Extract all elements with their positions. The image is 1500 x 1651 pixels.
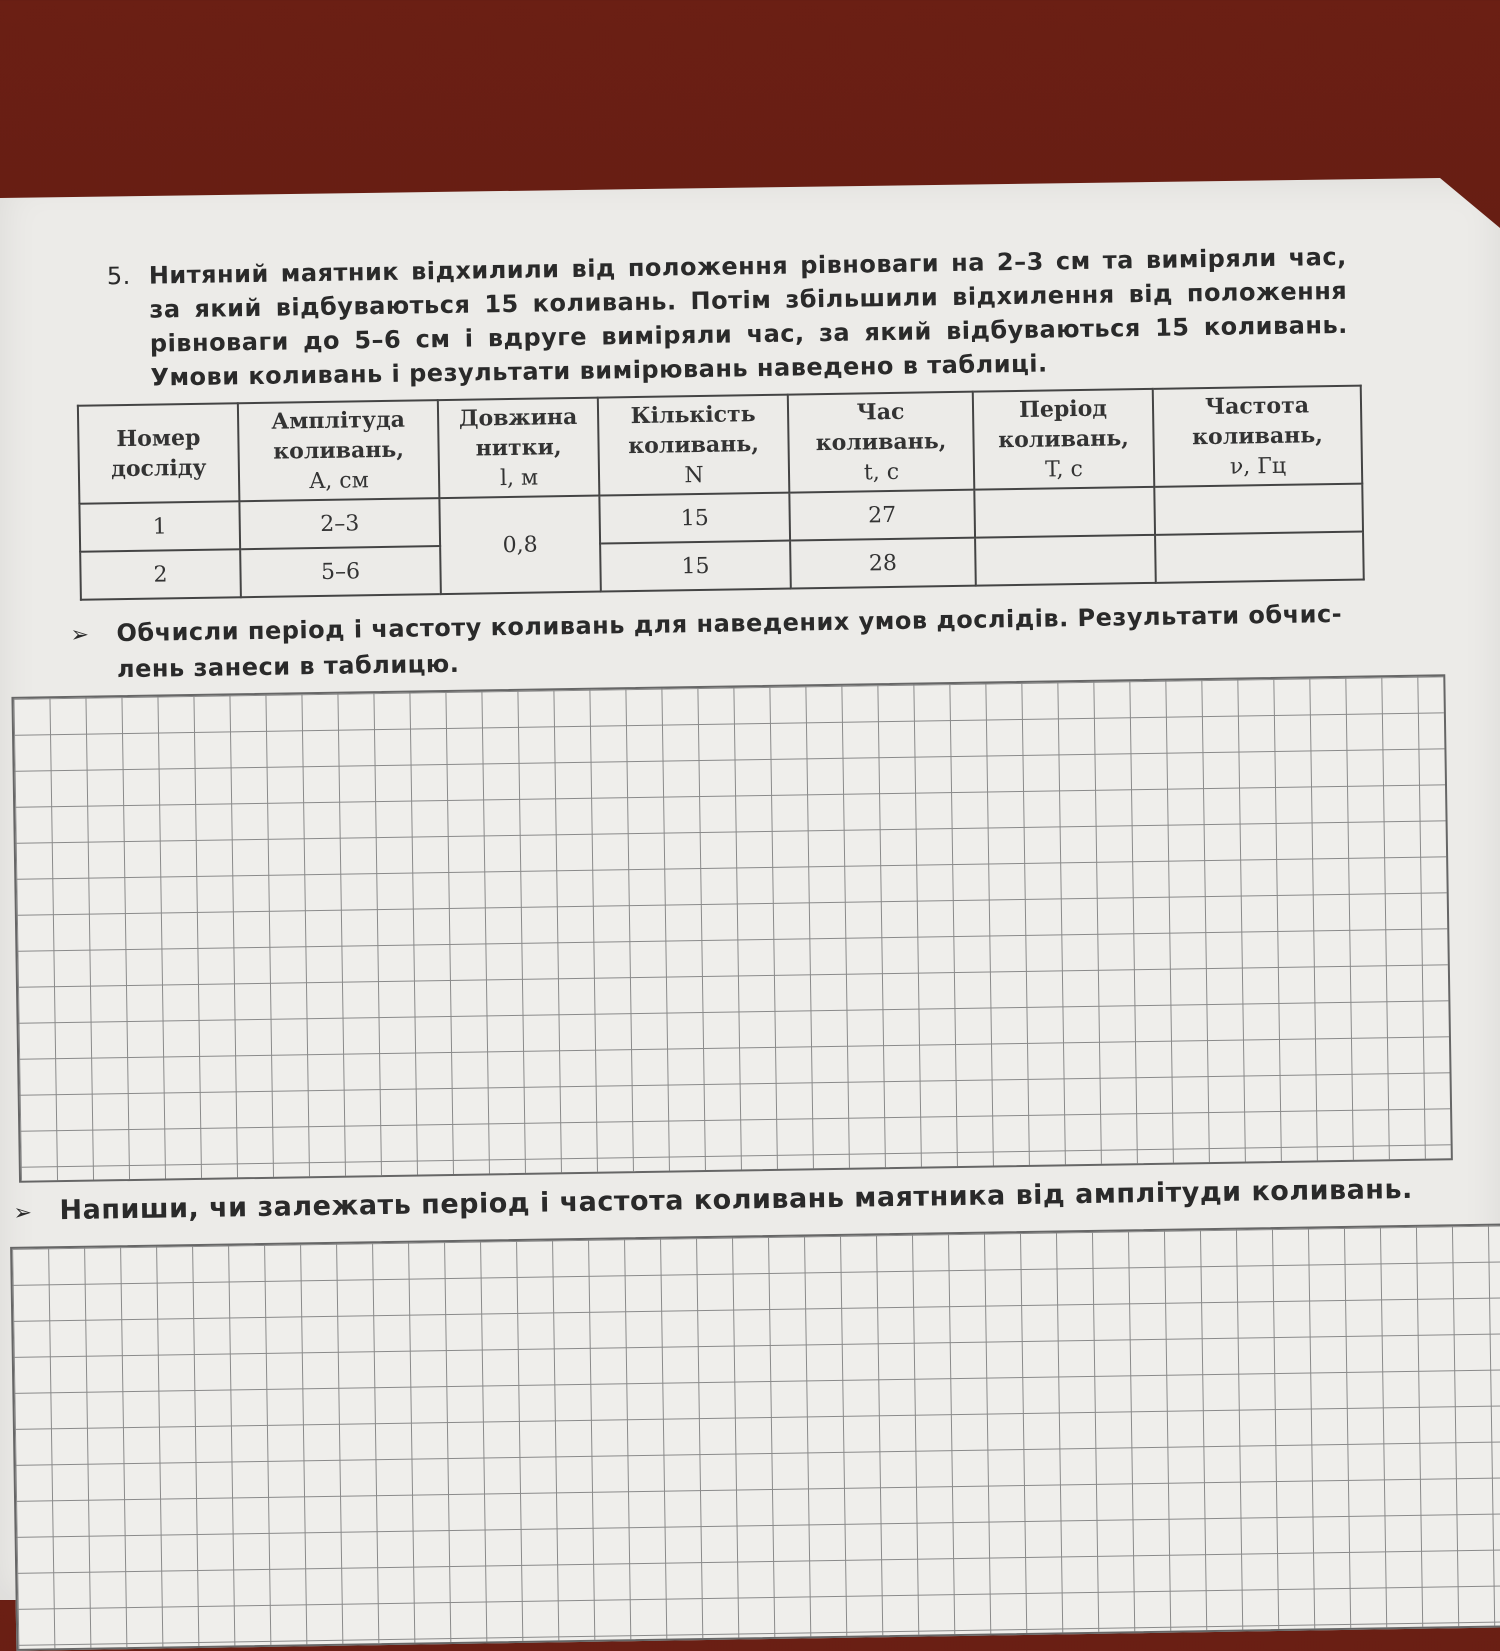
instruction-calculate-line1: Обчисли період і частоту коливань для наведених умов дослідів. Результати обчис- [116,599,1343,648]
task-5 [107,240,1349,395]
task-number: 5. [106,261,131,291]
unit-frequency: ν, Гц [1229,453,1287,480]
cell-frequency[interactable] [1155,532,1364,583]
cell-period[interactable] [975,535,1156,586]
unit-count: N [684,462,704,488]
header-amplitude: Амплітуда коливань, A, см [238,400,440,501]
unit-period: T, с [1044,456,1084,483]
cell-num: 1 [79,501,240,552]
header-experiment-number: Номер досліду [78,403,240,504]
cell-count: 15 [599,493,790,544]
arrow-bullet-icon: ➢ [70,622,90,648]
cell-amplitude: 2–3 [239,498,440,549]
cell-count: 15 [600,541,791,592]
unit-amplitude: A, см [309,467,369,494]
unit-length: l, м [499,465,539,491]
answer-grid-calculations[interactable] [11,674,1452,1182]
cell-time: 28 [790,538,976,589]
header-thread-length: Довжина нитки, l, м [438,398,600,499]
answer-grid-written[interactable] [10,1223,1500,1650]
cell-length: 0,8 [439,496,600,595]
cell-num: 2 [80,549,241,600]
cell-period[interactable] [974,487,1155,538]
unit-time: t, с [863,459,900,485]
arrow-bullet-icon: ➢ [13,1200,33,1226]
instruction-dependence [13,1171,1483,1232]
instruction-calculate-line2: лень занеси в таблицю. [116,649,460,684]
header-frequency: Частота коливань, ν, Гц [1153,386,1363,487]
cell-time: 27 [789,490,975,541]
header-oscillation-count: Кількість коливань, N [598,395,790,496]
header-period: Період коливань, T, с [973,389,1155,490]
cell-frequency[interactable] [1154,484,1363,535]
cell-amplitude: 5–6 [240,546,441,597]
instruction-calculate [70,597,1361,687]
experiment-table [77,385,1365,601]
header-time: Час коливань, t, с [788,392,975,493]
task-text: Нитяний маятник відхилили від положення рівноваги на 2–3 см та виміряли час, за який відбуваються 15 коливань. Потім збільшили відхилення від положення рівноваги до 5–6 см і вдруге виміряли час, за який відбуваються 15 коливань. Умови коливань і результати вимірювань наведено в таблиці. [148,242,1348,392]
instruction-dependence-text: Напиши, чи залежать період і частота коливань маятника від амплітуди коливань. [59,1173,1414,1227]
